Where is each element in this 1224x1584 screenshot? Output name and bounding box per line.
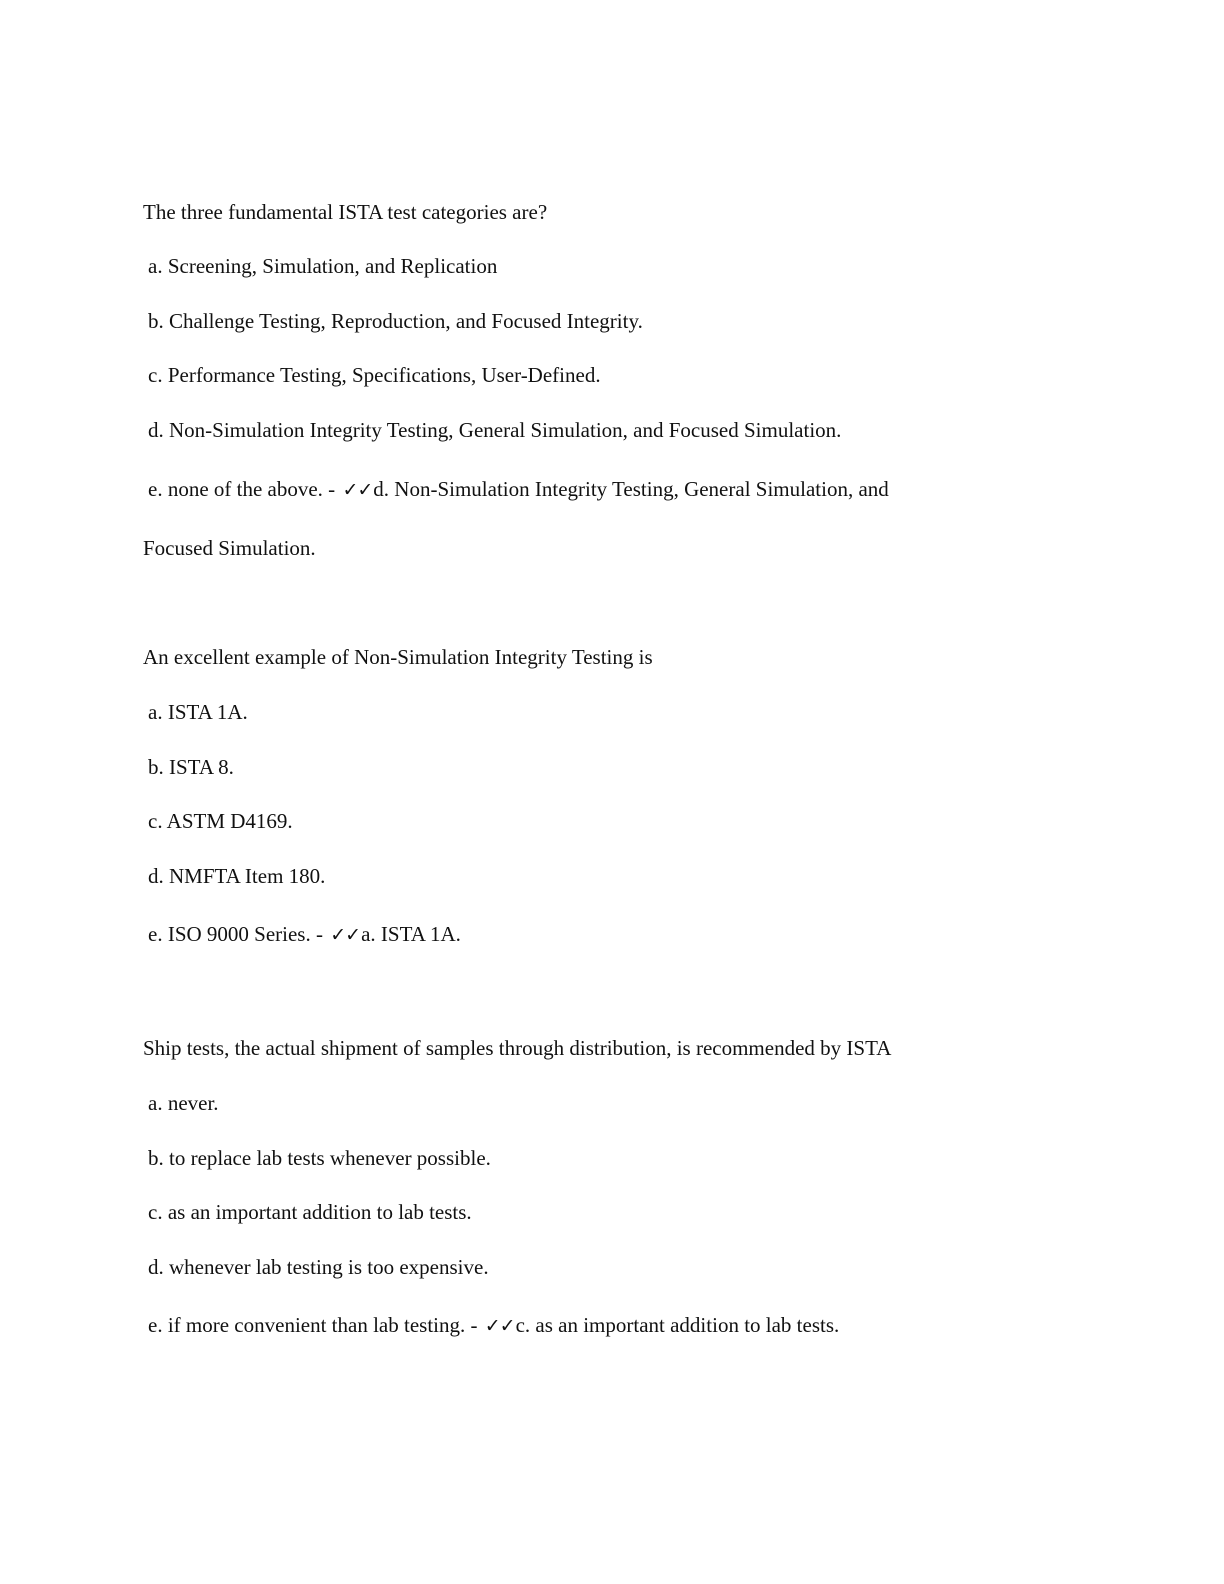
question-1-answer-continued: Focused Simulation. xyxy=(143,536,316,560)
question-1-option-e-with-answer xyxy=(148,476,889,503)
question-2-option-e: e. ISO 9000 Series. - xyxy=(148,922,323,946)
question-3-option-c: c. as an important addition to lab tests. xyxy=(148,1200,472,1224)
question-2-answer: a. ISTA 1A. xyxy=(361,922,461,946)
question-1-answer: d. Non-Simulation Integrity Testing, General Simulation, and xyxy=(373,477,889,501)
question-3-option-a: a. never. xyxy=(148,1091,219,1115)
question-3-option-b: b. to replace lab tests whenever possible. xyxy=(148,1146,491,1170)
question-1-option-a: a. Screening, Simulation, and Replication xyxy=(148,254,498,278)
question-2-option-a: a. ISTA 1A. xyxy=(148,700,248,724)
question-1-text: The three fundamental ISTA test categories are? xyxy=(143,200,548,224)
double-check-icon: ✓✓ xyxy=(330,924,361,946)
question-3-option-e-with-answer xyxy=(148,1312,839,1339)
double-check-icon: ✓✓ xyxy=(342,479,373,501)
question-2-text: An excellent example of Non-Simulation Integrity Testing is xyxy=(143,645,653,669)
question-3-option-d: d. whenever lab testing is too expensive. xyxy=(148,1255,489,1279)
question-2-option-e-with-answer xyxy=(148,921,461,948)
question-3-option-e: e. if more convenient than lab testing. - xyxy=(148,1313,478,1337)
question-2-option-d: d. NMFTA Item 180. xyxy=(148,864,326,888)
question-3-text: Ship tests, the actual shipment of samples through distribution, is recommended by ISTA xyxy=(143,1036,892,1060)
question-3-answer: c. as an important addition to lab tests. xyxy=(515,1313,840,1337)
question-2-option-b: b. ISTA 8. xyxy=(148,755,234,779)
question-1-option-c: c. Performance Testing, Specifications, User-Defined. xyxy=(148,363,601,387)
question-1-option-e: e. none of the above. - xyxy=(148,477,336,501)
double-check-icon: ✓✓ xyxy=(484,1315,515,1337)
question-1-option-d: d. Non-Simulation Integrity Testing, General Simulation, and Focused Simulation. xyxy=(148,418,842,442)
question-1-option-b: b. Challenge Testing, Reproduction, and Focused Integrity. xyxy=(148,309,643,333)
question-2-option-c: c. ASTM D4169. xyxy=(148,809,293,833)
